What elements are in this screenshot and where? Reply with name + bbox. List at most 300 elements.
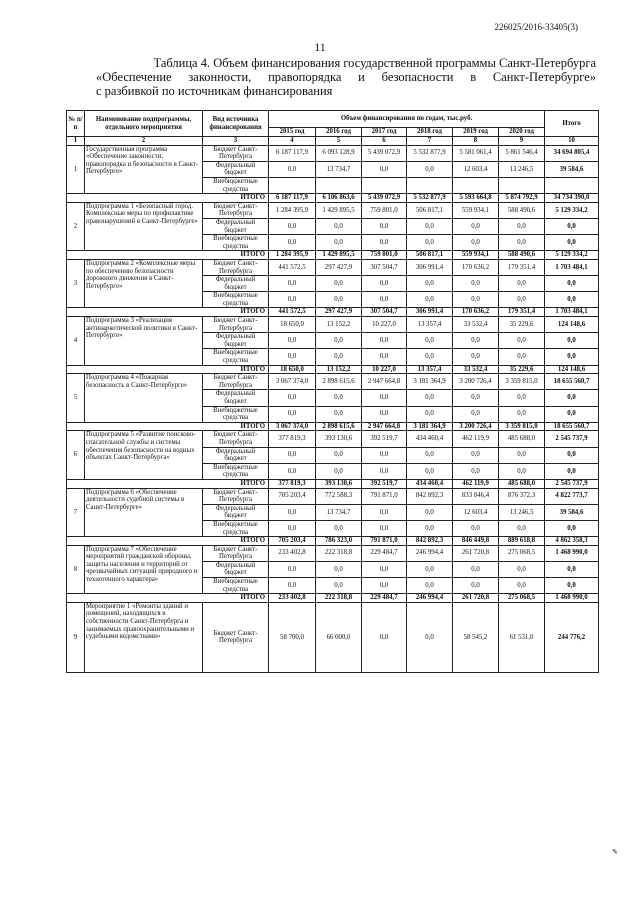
amount-cell: 0,0 [453, 235, 499, 251]
amount-cell: 6 187 117,9 [269, 145, 316, 161]
amount-cell: 0,0 [499, 463, 545, 479]
funding-source: Бюджет Санкт-Петербурга [203, 602, 269, 672]
program-name: Подпрограмма 5 «Развитие поисково-спасательной службы и системы обеспечения безопасности на водных объектах Санкт-Петербурга» [85, 431, 203, 480]
amount-cell: 0,0 [269, 463, 316, 479]
amount-cell: 0,0 [316, 578, 362, 594]
amount-cell: 0,0 [407, 235, 453, 251]
col-number: 1 [67, 137, 85, 146]
funding-source: Федеральный бюджет [203, 504, 269, 520]
funding-source: Внебюджетные средства [203, 177, 269, 193]
col-number: 3 [203, 137, 269, 146]
total-amount-cell: 5 874 792,9 [499, 194, 545, 203]
total-row [67, 194, 599, 203]
total-amount-cell: 33 532,4 [453, 365, 499, 374]
funding-source: Бюджет Санкт-Петербурга [203, 317, 269, 333]
amount-cell: 12 603,4 [453, 504, 499, 520]
amount-cell: 559 934,1 [453, 202, 499, 218]
amount-cell: 0,0 [269, 276, 316, 292]
col-number: 6 [362, 137, 407, 146]
amount-cell: 0,0 [316, 406, 362, 422]
program-name: Подпрограмма 4 «Пожарная безопасность в Санкт-Петербурге» [85, 374, 203, 423]
total-amount-cell: 846 449,8 [453, 537, 499, 546]
amount-cell: 0,0 [269, 447, 316, 463]
total-amount-cell: 297 427,9 [316, 308, 362, 317]
amount-cell: 2 545 737,9 [545, 431, 599, 447]
amount-cell: 0,0 [453, 561, 499, 577]
amount-cell: 5 439 072,9 [362, 145, 407, 161]
amount-cell: 0,0 [362, 578, 407, 594]
amount-cell: 0,0 [499, 447, 545, 463]
total-amount-cell: 1 468 990,0 [545, 594, 599, 603]
table-row [67, 145, 599, 161]
amount-cell: 5 581 061,4 [453, 145, 499, 161]
program-name: Государственная программа «Обеспечение законности, правопорядка и безопасности в Санкт-Петербурге» [85, 145, 203, 194]
amount-cell: 0,0 [316, 218, 362, 234]
total-amount-cell: 786 323,0 [316, 537, 362, 546]
funding-source: Бюджет Санкт-Петербурга [203, 202, 269, 218]
amount-cell: 246 994,4 [407, 545, 453, 561]
amount-cell: 124 148,6 [545, 317, 599, 333]
amount-cell: 18 655 560,7 [545, 374, 599, 390]
program-name: Подпрограмма 6 «Обеспечение деятельности судебной системы в Санкт-Петербурге» [85, 488, 203, 537]
funding-source: Внебюджетные средства [203, 406, 269, 422]
amount-cell: 0,0 [316, 333, 362, 349]
header-year: 2016 год [316, 128, 362, 137]
funding-source: Бюджет Санкт-Петербурга [203, 374, 269, 390]
amount-cell: 0,0 [362, 349, 407, 365]
amount-cell: 0,0 [407, 561, 453, 577]
funding-source: Внебюджетные средства [203, 578, 269, 594]
amount-cell: 233 402,8 [269, 545, 316, 561]
total-amount-cell: 306 991,4 [407, 308, 453, 317]
amount-cell: 772 588,3 [316, 488, 362, 504]
amount-cell: 0,0 [407, 218, 453, 234]
funding-source: Бюджет Санкт-Петербурга [203, 488, 269, 504]
amount-cell [453, 177, 499, 193]
total-amount-cell: 261 720,8 [453, 594, 499, 603]
amount-cell: 588 490,6 [499, 202, 545, 218]
amount-cell: 0,0 [316, 276, 362, 292]
total-amount-cell: 588 490,6 [499, 251, 545, 260]
row-number: 8 [67, 545, 85, 594]
page-number: 11 [314, 40, 326, 54]
table-row [67, 259, 599, 275]
amount-cell: 705 203,4 [269, 488, 316, 504]
amount-cell: 1 284 395,9 [269, 202, 316, 218]
amount-cell: 5 532 877,9 [407, 145, 453, 161]
total-amount-cell: 10 227,0 [362, 365, 407, 374]
table-row [67, 374, 599, 390]
amount-cell: 0,0 [545, 390, 599, 406]
amount-cell: 0,0 [453, 218, 499, 234]
amount-cell: 13 152,2 [316, 317, 362, 333]
amount-cell: 13 357,4 [407, 317, 453, 333]
total-amount-cell: 18 650,0 [269, 365, 316, 374]
margin-mark: ✎ [612, 848, 618, 856]
header-year: 2018 год [407, 128, 453, 137]
amount-cell: 0,0 [316, 349, 362, 365]
total-amount-cell: 233 402,8 [269, 594, 316, 603]
amount-cell: 61 531,0 [499, 602, 545, 672]
funding-source: Бюджет Санкт-Петербурга [203, 145, 269, 161]
amount-cell: 0,0 [545, 349, 599, 365]
amount-cell: 58 545,2 [453, 602, 499, 672]
amount-cell: 377 819,3 [269, 431, 316, 447]
amount-cell: 35 229,6 [499, 317, 545, 333]
header-year: 2019 год [453, 128, 499, 137]
table-row [67, 431, 599, 447]
amount-cell: 0,0 [499, 578, 545, 594]
amount-cell: 0,0 [407, 333, 453, 349]
amount-cell: 0,0 [453, 390, 499, 406]
amount-cell: 0,0 [362, 463, 407, 479]
amount-cell: 0,0 [453, 276, 499, 292]
total-label: ИТОГО [67, 194, 269, 203]
header-year: 2017 год [362, 128, 407, 137]
total-amount-cell: 246 994,4 [407, 594, 453, 603]
amount-cell: 0,0 [545, 447, 599, 463]
amount-cell: 66 000,0 [316, 602, 362, 672]
amount-cell: 485 688,0 [499, 431, 545, 447]
amount-cell: 0,0 [545, 218, 599, 234]
funding-source: Федеральный бюджет [203, 561, 269, 577]
amount-cell: 0,0 [453, 578, 499, 594]
row-number: 1 [67, 145, 85, 194]
total-amount-cell: 3 067 374,0 [269, 422, 316, 431]
amount-cell: 0,0 [407, 390, 453, 406]
amount-cell: 0,0 [545, 578, 599, 594]
amount-cell: 0,0 [545, 292, 599, 308]
amount-cell: 0,0 [316, 292, 362, 308]
total-amount-cell: 35 229,6 [499, 365, 545, 374]
total-amount-cell: 705 203,4 [269, 537, 316, 546]
amount-cell: 0,0 [545, 235, 599, 251]
title-line-1: Таблица 4. Объем финансирования государственной программы Санкт-Петербурга [153, 56, 596, 70]
total-amount-cell: 441 572,5 [269, 308, 316, 317]
total-amount-cell: 5 129 334,2 [545, 251, 599, 260]
amount-cell: 0,0 [362, 235, 407, 251]
funding-source: Федеральный бюджет [203, 218, 269, 234]
amount-cell: 0,0 [269, 390, 316, 406]
amount-cell: 3 359 815,0 [499, 374, 545, 390]
amount-cell: 0,0 [407, 602, 453, 672]
header-volume: Объем финансирования по годам, тыс.руб. [269, 111, 545, 128]
amount-cell: 0,0 [269, 333, 316, 349]
amount-cell: 0,0 [499, 333, 545, 349]
amount-cell: 0,0 [269, 161, 316, 177]
amount-cell: 0,0 [453, 333, 499, 349]
amount-cell: 13 734,7 [316, 504, 362, 520]
amount-cell: 1 429 895,5 [316, 202, 362, 218]
amount-cell: 5 861 546,4 [499, 145, 545, 161]
table-title [96, 56, 596, 98]
amount-cell: 1 703 484,1 [545, 259, 599, 275]
amount-cell: 307 504,7 [362, 259, 407, 275]
amount-cell: 759 801,0 [362, 202, 407, 218]
total-amount-cell: 3 359 815,0 [499, 422, 545, 431]
header-no: № п/п [67, 111, 85, 137]
funding-source: Федеральный бюджет [203, 333, 269, 349]
amount-cell: 229 484,7 [362, 545, 407, 561]
col-number: 2 [85, 137, 203, 146]
funding-source: Бюджет Санкт-Петербурга [203, 545, 269, 561]
total-amount-cell: 222 318,8 [316, 594, 362, 603]
total-amount-cell: 13 357,4 [407, 365, 453, 374]
title-line-2: «Обеспечение законности, правопорядка и безопасности в Санкт-Петербурге» [96, 70, 596, 84]
amount-cell: 0,0 [316, 561, 362, 577]
total-amount-cell: 275 068,5 [499, 594, 545, 603]
amount-cell: 244 776,2 [545, 602, 599, 672]
amount-cell: 0,0 [407, 463, 453, 479]
col-number: 9 [499, 137, 545, 146]
document-number: 226025/2016-33405(3) [494, 22, 578, 32]
total-amount-cell: 3 200 726,4 [453, 422, 499, 431]
amount-cell: 0,0 [453, 463, 499, 479]
funding-source: Федеральный бюджет [203, 276, 269, 292]
amount-cell: 0,0 [545, 561, 599, 577]
total-amount-cell: 18 655 560,7 [545, 422, 599, 431]
amount-cell: 0,0 [362, 520, 407, 536]
amount-cell: 4 822 773,7 [545, 488, 599, 504]
amount-cell: 39 584,6 [545, 504, 599, 520]
amount-cell: 0,0 [362, 406, 407, 422]
funding-source: Внебюджетные средства [203, 292, 269, 308]
amount-cell: 12 603,4 [453, 161, 499, 177]
total-amount-cell: 3 181 364,9 [407, 422, 453, 431]
amount-cell: 0,0 [545, 520, 599, 536]
amount-cell: 0,0 [362, 561, 407, 577]
amount-cell: 0,0 [499, 520, 545, 536]
amount-cell: 441 572,5 [269, 259, 316, 275]
amount-cell: 58 700,0 [269, 602, 316, 672]
amount-cell: 261 720,8 [453, 545, 499, 561]
amount-cell: 0,0 [407, 161, 453, 177]
total-amount-cell: 506 817,1 [407, 251, 453, 260]
funding-source: Внебюджетные средства [203, 463, 269, 479]
amount-cell: 297 427,9 [316, 259, 362, 275]
row-number: 5 [67, 374, 85, 423]
table-row [67, 488, 599, 504]
total-label: ИТОГО [67, 479, 269, 488]
total-amount-cell: 1 429 895,5 [316, 251, 362, 260]
total-row [67, 594, 599, 603]
amount-cell [362, 177, 407, 193]
total-row [67, 308, 599, 317]
amount-cell: 0,0 [499, 349, 545, 365]
amount-cell: 434 460,4 [407, 431, 453, 447]
amount-cell: 0,0 [499, 218, 545, 234]
funding-source: Внебюджетные средства [203, 235, 269, 251]
financing-table [66, 110, 599, 673]
total-amount-cell: 34 734 390,0 [545, 194, 599, 203]
amount-cell: 0,0 [545, 276, 599, 292]
header-name: Наименование подпрограммы, отдельного мероприятия [85, 111, 203, 137]
total-amount-cell: 462 119,9 [453, 479, 499, 488]
header-total: Итого [545, 111, 599, 137]
amount-cell: 0,0 [316, 390, 362, 406]
amount-cell: 0,0 [362, 504, 407, 520]
total-amount-cell: 5 439 072,9 [362, 194, 407, 203]
amount-cell [316, 177, 362, 193]
amount-cell: 275 068,5 [499, 545, 545, 561]
total-amount-cell: 434 460,4 [407, 479, 453, 488]
funding-source: Внебюджетные средства [203, 520, 269, 536]
total-label: ИТОГО [67, 422, 269, 431]
col-number: 4 [269, 137, 316, 146]
total-amount-cell: 170 636,2 [453, 308, 499, 317]
header-year: 2015 год [269, 128, 316, 137]
amount-cell: 222 318,8 [316, 545, 362, 561]
total-amount-cell: 1 703 484,1 [545, 308, 599, 317]
total-row [67, 365, 599, 374]
amount-cell: 842 892,3 [407, 488, 453, 504]
total-label: ИТОГО [67, 594, 269, 603]
amount-cell: 179 351,4 [499, 259, 545, 275]
table-row [67, 545, 599, 561]
program-name: Мероприятие 1 «Ремонты зданий и помещений, находящихся в собственности Санкт-Петербурга и занимаемых правоохранительными и судебными ведомствами» [85, 602, 203, 672]
funding-source: Федеральный бюджет [203, 447, 269, 463]
total-row [67, 479, 599, 488]
col-number: 5 [316, 137, 362, 146]
col-number: 7 [407, 137, 453, 146]
funding-source: Федеральный бюджет [203, 390, 269, 406]
amount-cell: 0,0 [362, 333, 407, 349]
total-label: ИТОГО [67, 251, 269, 260]
amount-cell: 3 200 726,4 [453, 374, 499, 390]
amount-cell: 0,0 [453, 520, 499, 536]
total-amount-cell: 124 148,6 [545, 365, 599, 374]
row-number: 4 [67, 317, 85, 366]
total-amount-cell: 889 618,8 [499, 537, 545, 546]
table-row [67, 202, 599, 218]
amount-cell: 0,0 [362, 218, 407, 234]
program-name: Подпрограмма 2 «Комплексные меры по обеспечению безопасности дорожного движения в Санкт-Петербурге» [85, 259, 203, 308]
amount-cell: 0,0 [316, 447, 362, 463]
amount-cell: 0,0 [499, 292, 545, 308]
amount-cell: 0,0 [407, 578, 453, 594]
total-amount-cell: 179 351,4 [499, 308, 545, 317]
amount-cell: 0,0 [545, 406, 599, 422]
amount-cell [407, 177, 453, 193]
total-amount-cell: 229 484,7 [362, 594, 407, 603]
total-amount-cell: 5 593 664,8 [453, 194, 499, 203]
amount-cell: 13 246,5 [499, 504, 545, 520]
total-amount-cell: 1 284 395,9 [269, 251, 316, 260]
amount-cell: 392 519,7 [362, 431, 407, 447]
total-amount-cell: 2 947 664,8 [362, 422, 407, 431]
total-amount-cell: 6 106 863,6 [316, 194, 362, 203]
total-amount-cell: 842 892,3 [407, 537, 453, 546]
amount-cell [545, 177, 599, 193]
amount-cell: 0,0 [269, 218, 316, 234]
header-year: 2020 год [499, 128, 545, 137]
total-amount-cell: 559 934,1 [453, 251, 499, 260]
amount-cell: 0,0 [499, 390, 545, 406]
amount-cell: 0,0 [269, 406, 316, 422]
total-row [67, 422, 599, 431]
amount-cell: 506 817,1 [407, 202, 453, 218]
funding-source: Бюджет Санкт-Петербурга [203, 259, 269, 275]
amount-cell: 0,0 [407, 292, 453, 308]
total-amount-cell: 5 532 877,9 [407, 194, 453, 203]
amount-cell: 0,0 [362, 276, 407, 292]
row-number: 6 [67, 431, 85, 480]
table-row [67, 317, 599, 333]
amount-cell: 0,0 [499, 406, 545, 422]
total-amount-cell: 791 871,0 [362, 537, 407, 546]
row-number: 9 [67, 602, 85, 672]
total-label: ИТОГО [67, 365, 269, 374]
total-amount-cell: 2 898 615,6 [316, 422, 362, 431]
amount-cell: 0,0 [316, 520, 362, 536]
amount-cell: 6 093 128,9 [316, 145, 362, 161]
total-row [67, 537, 599, 546]
total-amount-cell: 6 187 117,9 [269, 194, 316, 203]
amount-cell: 306 991,4 [407, 259, 453, 275]
total-amount-cell: 307 504,7 [362, 308, 407, 317]
col-number: 10 [545, 137, 599, 146]
total-label: ИТОГО [67, 308, 269, 317]
amount-cell: 0,0 [453, 349, 499, 365]
total-label: ИТОГО [67, 537, 269, 546]
amount-cell: 0,0 [316, 463, 362, 479]
amount-cell: 393 130,6 [316, 431, 362, 447]
total-amount-cell: 393 130,6 [316, 479, 362, 488]
amount-cell: 0,0 [269, 520, 316, 536]
amount-cell: 791 871,0 [362, 488, 407, 504]
amount-cell: 3 067 374,0 [269, 374, 316, 390]
amount-cell: 0,0 [453, 292, 499, 308]
amount-cell: 0,0 [269, 561, 316, 577]
amount-cell: 876 372,3 [499, 488, 545, 504]
amount-cell: 0,0 [362, 390, 407, 406]
amount-cell: 0,0 [407, 349, 453, 365]
program-name: Подпрограмма 3 «Реализация антинаркотической политики в Санкт-Петербурге» [85, 317, 203, 366]
amount-cell: 39 584,6 [545, 161, 599, 177]
amount-cell: 0,0 [499, 561, 545, 577]
col-number: 8 [453, 137, 499, 146]
amount-cell: 5 129 334,2 [545, 202, 599, 218]
amount-cell: 18 650,0 [269, 317, 316, 333]
funding-source: Внебюджетные средства [203, 349, 269, 365]
amount-cell: 0,0 [407, 276, 453, 292]
amount-cell: 13 734,7 [316, 161, 362, 177]
amount-cell: 0,0 [362, 161, 407, 177]
row-number: 2 [67, 202, 85, 251]
funding-source: Бюджет Санкт-Петербурга [203, 431, 269, 447]
total-amount-cell: 759 801,0 [362, 251, 407, 260]
amount-cell: 2 947 664,8 [362, 374, 407, 390]
amount-cell: 0,0 [269, 504, 316, 520]
amount-cell: 10 227,0 [362, 317, 407, 333]
amount-cell: 0,0 [269, 235, 316, 251]
amount-cell: 0,0 [316, 235, 362, 251]
amount-cell: 0,0 [453, 447, 499, 463]
amount-cell: 0,0 [269, 349, 316, 365]
total-amount-cell: 2 545 737,9 [545, 479, 599, 488]
total-amount-cell: 485 688,0 [499, 479, 545, 488]
amount-cell: 0,0 [499, 276, 545, 292]
total-amount-cell: 392 519,7 [362, 479, 407, 488]
amount-cell: 13 246,5 [499, 161, 545, 177]
amount-cell: 0,0 [269, 292, 316, 308]
row-number: 7 [67, 488, 85, 537]
amount-cell: 0,0 [453, 406, 499, 422]
table-row [67, 602, 599, 672]
total-amount-cell: 13 152,2 [316, 365, 362, 374]
amount-cell [499, 177, 545, 193]
row-number: 3 [67, 259, 85, 308]
